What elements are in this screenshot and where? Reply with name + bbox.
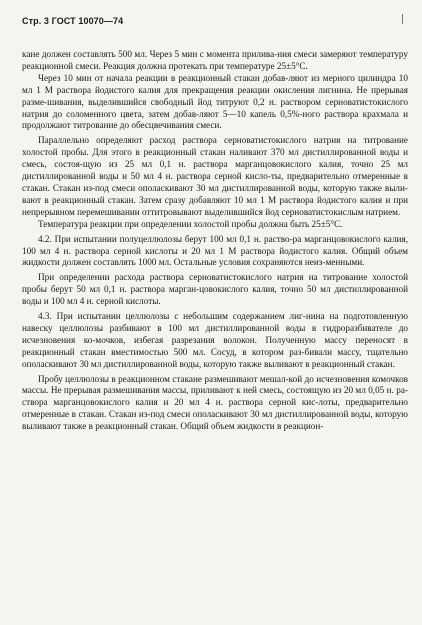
margin-mark [402, 14, 403, 24]
paragraph-stirring: Пробу целлюлозы в реакционном стакане размешивают мешал-кой до исчезновения комочков массы. Не прерывая размешивания массы, приливают к ней смесь, состоящую из 20 мл 0,05 н. ра-створа марганцовокислого калия и 20 мл 4 н. раствора серной кис-лоты, предварительно отмеренные в стакан. Стакан из-под смеси ополаскивают 30 мл дистиллированной воды, которую выливают также в реакционный стакан. Общий объем жидкости в реакцион- [22, 373, 408, 432]
paragraph-blank-sample: Параллельно определяют расход раствора серноватистокислого натрия на титрование холостой пробы. Для этого в реакционный стакан наливают 370 мл дистиллированной воды и смесь, состоя-щую из 25 мл 0,1 н. раствора марганцовокислого калия, точно 25 мл дистиллированной воды и 50 мл 4 н. раствора серной кисло-ты, предварительно отмеренные в стакан. Стакан из-под смеси ополаскивают 30 мл дистиллированной воды, которую также выли-вают в реакционный стакан. Затем сразу добавляют 10 мл 1 М раствора йодистого калия и при непрерывном перемешивании оттитровывают выделившийся йод серноватистокислым натрием. [22, 135, 408, 217]
paragraph-titration: Через 10 мин от начала реакции в реакционный стакан добав-ляют из мерного цилиндра 10 мл 1 М раствора йодистого калия для прекращения реакции окисления лигнина. Не прерывая разме-шивания, выделившийся свободный йод титруют 0,2 н. раствором серноватистокислого натрия до соломенного цвета, затем добав-ляют 5—10 капель 0,5%-ного раствора крахмала и продолжают титрование до обесцвечивания смеси. [22, 72, 408, 131]
paragraph-section-4-3: 4.3. При испытании целлюлозы с небольшим содержанием лиг-нина на подготовленную навеску целлюлозы разбивают в 100 мл дистиллированной воды в гидроразбивателе до исчезновения ко-мочков, избегая разрезания волокон. Полученную массу переносят в реакционный стакан вместимостью 500 мл. Сосуд, в котором раз-бивали массу, тщательно ополаскивают 30 мл дистиллированной воды, которую также выливают в реакционный стакан. [22, 311, 408, 369]
paragraph-continuation: кане должен составлять 500 мл. Через 5 мин с момента прилива-ния смеси замеряют температуру реакционной смеси. Реакция должна протекать при температуре 25±5°C. [22, 49, 408, 71]
body-text [22, 49, 408, 433]
paragraph-section-4-2: 4.2. При испытании полуцеллюлозы берут 100 мл 0,1 н. раство-ра марганцовокислого калия, 100 мл 4 н. раствора серной кислоты и 20 мл 1 М раствора йодистого калия. Общий объем жидкости должен составлять 1000 мл. Остальные условия сохраняются неиз-менными. [22, 233, 408, 268]
paragraph-blank-temperature: Температура реакции при определении холостой пробы должна быть 25±5°C. [38, 218, 343, 229]
paragraph-blank-consumption: При определении расхода раствора серноватистокислого натрия на титрование холостой пробы берут 50 мл 0,1 н. раствора марган-цовокислого калия, точно 50 мл дистиллированной воды и 100 мл 4 н. серной кислоты. [22, 272, 408, 307]
page-header: Стр. 3 ГОСТ 10070—74 [22, 16, 124, 26]
